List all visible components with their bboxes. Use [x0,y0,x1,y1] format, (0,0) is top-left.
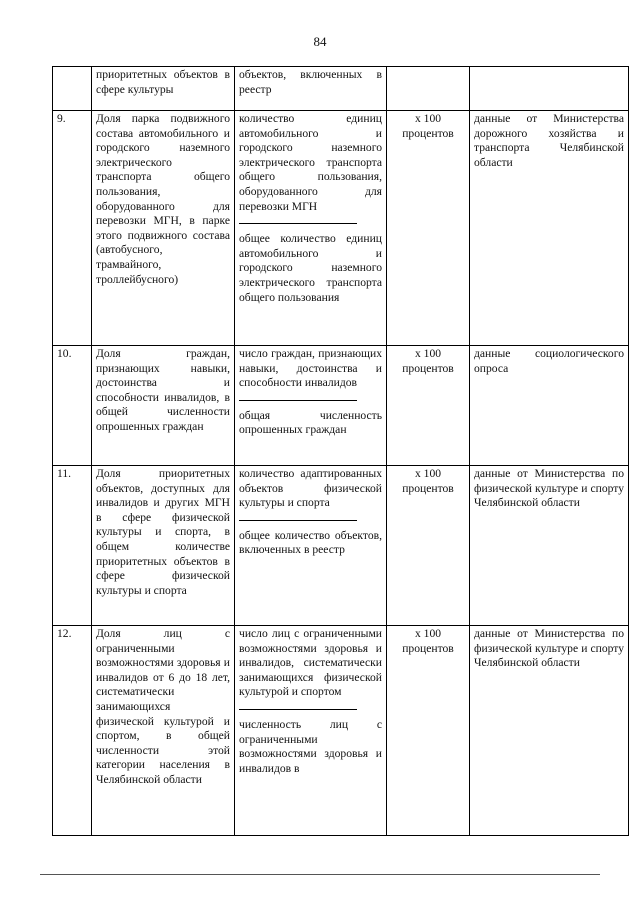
row-number: 9. [53,111,92,346]
table-row [53,626,629,836]
formula-denominator: общее количество единиц автомобильного и городского наземного электрического транспорта общего пользования [239,232,382,304]
formula-cell [235,626,387,836]
page-number: 84 [313,34,327,49]
indicator-name: Доля парка подвижного состава автомобильного и городского наземного электрического транспорта общего пользования, оборудованного для перевозки МГН, в парке этого подвижного состава (автобусного, трамвайного, троллейбусного) [92,111,235,346]
formula-denominator: численность лиц с ограниченными возможностями здоровья и инвалидов в [239,717,382,775]
indicator-name: Доля приоритетных объектов, доступных для инвалидов и других МГН в сфере физической культуры и спорта, в общем количестве приоритетных объектов в сфере физической культуры и спорта [92,466,235,626]
table-row [53,111,629,346]
formula-numerator: количество адаптированных объектов физической культуры и спорта [239,467,382,510]
multiplier-cell: х 100 процентов [387,466,470,626]
data-source: данные от Министерства дорожного хозяйства и транспорта Челябинской области [470,111,629,346]
data-source: данные социологического опроса [470,346,629,466]
multiplier-cell: х 100 процентов [387,626,470,836]
formula-numerator: число лиц с ограниченными возможностями здоровья и инвалидов, систематически занимающихся физической культурой и спортом [239,627,382,699]
fraction-line [239,400,357,401]
multiplier-cell [387,67,470,111]
row-number: 12. [53,626,92,836]
formula-cell [235,346,387,466]
fraction-line [239,223,357,224]
row-number: 10. [53,346,92,466]
formula-numerator: число граждан, признающих навыки, достоинства и способности инвалидов [239,347,382,390]
row-number: 11. [53,466,92,626]
data-source [470,67,629,111]
indicators-table [52,66,629,836]
indicator-name: Доля лиц с ограниченными возможностями здоровья и инвалидов от 6 до 18 лет, систематически занимающихся физической культурой и спортом, в общей численности этой категории населения в Челябинской области [92,626,235,836]
page-bottom-rule [40,874,600,875]
indicator-name: Доля граждан, признающих навыки, достоинства и способности инвалидов, в общей численности опрошенных граждан [92,346,235,466]
data-source: данные от Министерства по физической культуре и спорту Челябинской области [470,466,629,626]
table-row [53,346,629,466]
formula-cell [235,67,387,111]
data-source: данные от Министерства по физической культуре и спорту Челябинской области [470,626,629,836]
indicator-name: приоритетных объектов в сфере культуры [92,67,235,111]
multiplier-cell: х 100 процентов [387,111,470,346]
fraction-line [239,520,357,521]
formula-numerator: объектов, включенных в реестр [239,68,382,96]
formula-cell [235,466,387,626]
row-number [53,67,92,111]
formula-denominator: общее количество объектов, включенных в реестр [239,528,382,557]
formula-cell [235,111,387,346]
formula-denominator: общая численность опрошенных граждан [239,408,382,437]
fraction-line [239,709,357,710]
multiplier-cell: х 100 процентов [387,346,470,466]
table-row [53,67,629,111]
formula-numerator: количество единиц автомобильного и городского наземного электрического транспорта общего пользования, оборудованного для перевозки МГН [239,112,382,213]
table-row [53,466,629,626]
